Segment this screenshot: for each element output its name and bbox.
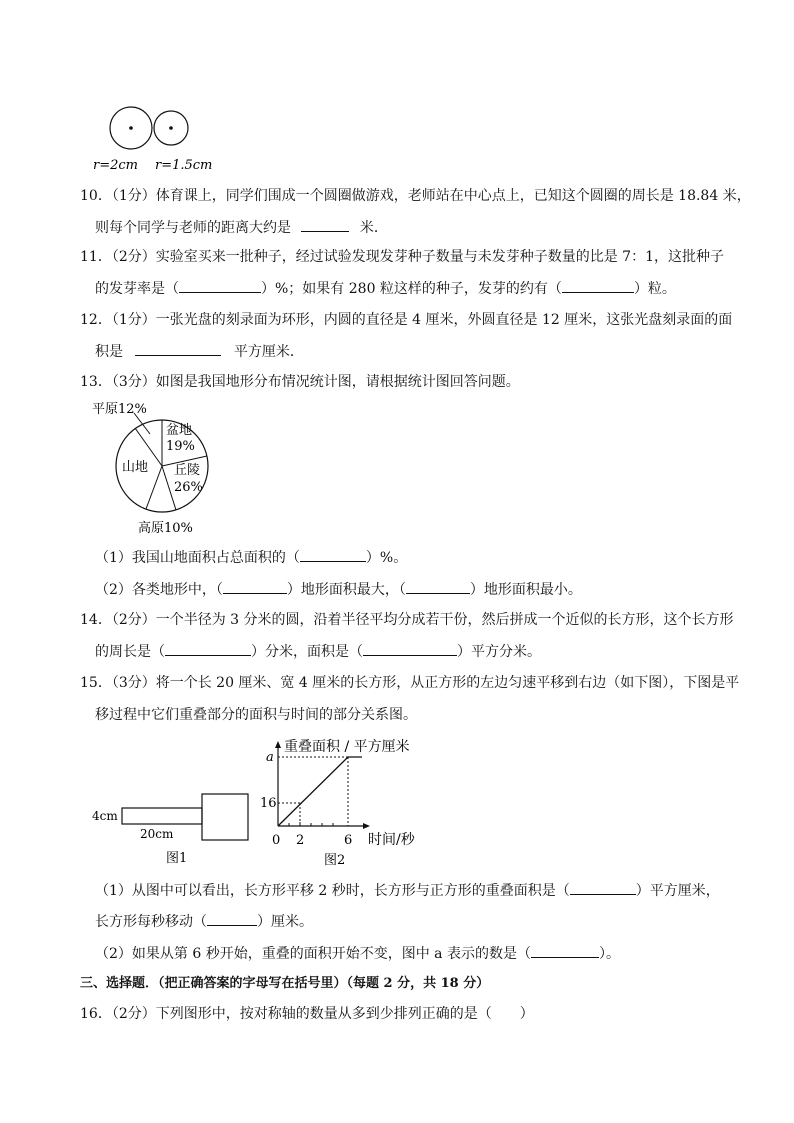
x-axis-arrow bbox=[363, 823, 370, 829]
q15-sub2-a: （2）如果从第 6 秒开始，重叠的面积开始不变，图中 a 表示的数是（ bbox=[95, 946, 531, 962]
y-axis-arrow bbox=[275, 741, 281, 748]
q14-blank-area[interactable] bbox=[363, 641, 457, 656]
q14-line2-c: ）平方分米。 bbox=[457, 644, 541, 660]
pie-label-basin-name: 盆地 bbox=[166, 423, 193, 438]
q13-sub1-post: ）%。 bbox=[365, 550, 408, 566]
q14-line1: 14．（2分）一个半径为 3 分米的圆，沿着半径平均分成若干份，然后拼成一个近似的长方形，这个长方形 bbox=[80, 612, 734, 628]
circle-small-center bbox=[169, 126, 173, 130]
q14-line2-a: 的周长是（ bbox=[95, 644, 165, 660]
pie-label-hill-pct: 26% bbox=[174, 480, 203, 495]
chart-x-label: 时间/秒 bbox=[368, 832, 415, 848]
figure-1 bbox=[88, 788, 258, 868]
fig1-rectangle bbox=[122, 808, 202, 824]
pie-label-hill-name: 丘陵 bbox=[174, 463, 201, 478]
terrain-pie-chart bbox=[90, 398, 220, 538]
q12-line2 bbox=[95, 341, 304, 362]
q15-blank-speed[interactable] bbox=[207, 911, 257, 926]
fig1-caption: 图1 bbox=[166, 851, 188, 866]
fig2-caption: 图2 bbox=[324, 853, 346, 868]
q16-line: 16．（2分）下列图形中，按对称轴的数量从多到少排列正确的是（ ） bbox=[80, 1006, 534, 1022]
q10-line2-pre: 则每个同学与老师的距离大约是 bbox=[95, 220, 291, 236]
q11-line2 bbox=[95, 278, 676, 299]
pie-label-basin-pct: 19% bbox=[166, 439, 195, 454]
q14-line2 bbox=[95, 641, 541, 662]
q13-sub1 bbox=[95, 547, 407, 568]
q15-sub1-a: （1）从图中可以看出，长方形平移 2 秒时，长方形与正方形的重叠面积是（ bbox=[95, 883, 570, 899]
chart-y-label: 重叠面积 / 平方厘米 bbox=[284, 739, 410, 755]
q10-line2-post: 米． bbox=[359, 220, 388, 236]
q15-blank-a[interactable] bbox=[531, 943, 599, 958]
q15-blank-area[interactable] bbox=[570, 880, 636, 895]
q12-line2-post: 平方厘米． bbox=[233, 344, 304, 360]
q13-sub2-a: （2）各类地形中，（ bbox=[95, 582, 223, 598]
q11-blank-count[interactable] bbox=[562, 278, 634, 293]
fig1-width-label: 4cm bbox=[92, 809, 118, 823]
chart-x6-label: 6 bbox=[344, 833, 353, 848]
pie-label-mountain: 山地 bbox=[122, 460, 149, 475]
section-3-heading: 三、选择题．（把正确答案的字母写在括号里）（每题 2 分，共 18 分） bbox=[80, 976, 490, 991]
q15-sub2-b: ）。 bbox=[598, 946, 620, 962]
q11-line2-a: 的发芽率是（ bbox=[95, 281, 179, 297]
q15-sub1 bbox=[95, 880, 720, 901]
q11-line2-b: ）%；如果有 280 粒这样的种子，发芽的约有（ bbox=[261, 281, 562, 297]
q11-line2-c: ）粒。 bbox=[633, 281, 676, 297]
overlap-area-line bbox=[278, 757, 362, 826]
fig1-length-label: 20cm bbox=[140, 827, 174, 841]
chart-x2-label: 2 bbox=[296, 833, 305, 848]
q15-sub1-cont bbox=[95, 911, 313, 932]
chart-y16-label: 16 bbox=[260, 796, 277, 811]
q14-line2-b: ）分米，面积是（ bbox=[251, 644, 363, 660]
circle-large-label: r=2cm bbox=[93, 158, 138, 173]
q13-line1: 13．（3分）如图是我国地形分布情况统计图，请根据统计图回答问题。 bbox=[80, 374, 520, 390]
q13-sub2-b: ）地形面积最大，（ bbox=[286, 582, 406, 598]
q12-line2-pre: 积是 bbox=[95, 344, 123, 360]
fig1-square bbox=[202, 794, 248, 840]
pie-label-plateau: 高原10% bbox=[138, 521, 193, 536]
q13-sub1-pre: （1）我国山地面积占总面积的（ bbox=[95, 550, 300, 566]
q15-line1: 15．（3分）将一个长 20 厘米、宽 4 厘米的长方形，从正方形的左边匀速平移到右边（如下图），下图是平 bbox=[80, 675, 740, 691]
q13-blank-largest[interactable] bbox=[223, 579, 287, 594]
q11-blank-rate[interactable] bbox=[179, 278, 261, 293]
chart-x0-label: 0 bbox=[272, 833, 281, 848]
q14-blank-perimeter[interactable] bbox=[165, 641, 251, 656]
q13-sub2 bbox=[95, 579, 582, 600]
q15-sub2 bbox=[95, 943, 620, 964]
q10-line2 bbox=[95, 217, 388, 238]
chart-a-label: a bbox=[266, 750, 274, 765]
q15-sub1-c: 长方形每秒移动（ bbox=[95, 914, 207, 930]
q13-blank-smallest[interactable] bbox=[406, 579, 470, 594]
q10-line1: 10．（1分）体育课上，同学们围成一个圆圈做游戏，老师站在中心点上，已知这个圆圈的周长是 18.84 米， bbox=[80, 188, 751, 204]
circle-large-center bbox=[129, 126, 133, 130]
q11-line1: 11．（2分）实验室买来一批种子，经过试验发现发芽种子数量与未发芽种子数量的比是 7：1，这批种子 bbox=[80, 249, 724, 265]
pie-label-plain: 平原12% bbox=[92, 402, 147, 417]
q13-sub2-c: ）地形面积最小。 bbox=[469, 582, 582, 598]
q15-sub1-d: ）厘米。 bbox=[257, 914, 313, 930]
q12-answer-blank[interactable] bbox=[135, 341, 221, 356]
figure-2-chart bbox=[262, 733, 432, 871]
two-circles-figure bbox=[95, 98, 225, 176]
q15-sub1-b: ）平方厘米， bbox=[635, 883, 720, 899]
circle-small-label: r=1.5cm bbox=[155, 158, 213, 173]
q15-line2: 移过程中它们重叠部分的面积与时间的部分关系图。 bbox=[95, 707, 417, 723]
q12-line1: 12．（1分）一张光盘的刻录面为环形，内圆的直径是 4 厘米，外圆直径是 12 厘米，这张光盘刻录面的面 bbox=[80, 312, 733, 328]
q10-answer-blank[interactable] bbox=[301, 217, 349, 232]
pie-divider-plateau bbox=[146, 466, 162, 509]
q13-blank-mountain[interactable] bbox=[300, 547, 366, 562]
